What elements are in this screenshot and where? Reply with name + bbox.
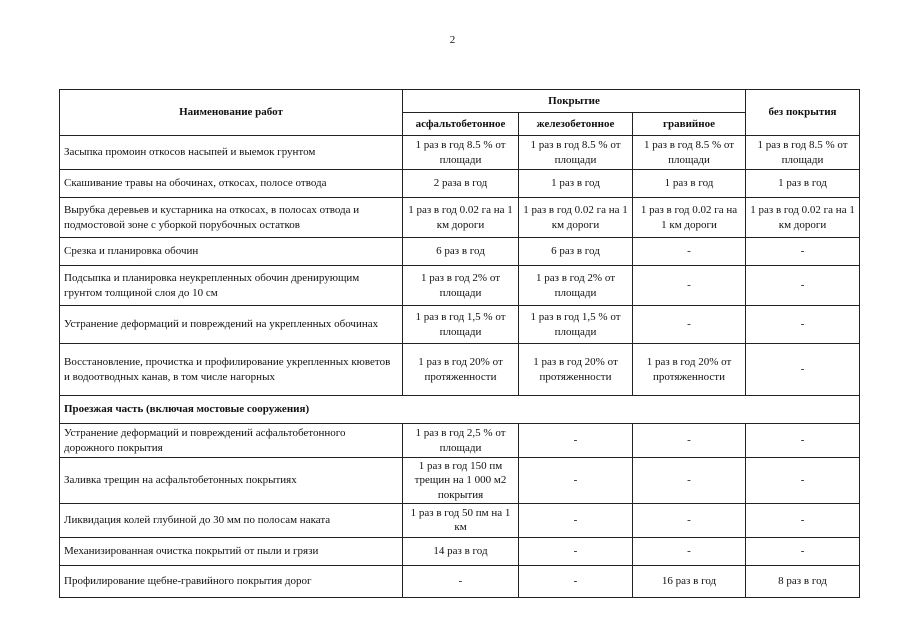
gravel-value: 1 раз в год 8.5 % от площади <box>633 136 746 170</box>
no-cover-value: - <box>746 238 860 266</box>
concrete-value: - <box>519 537 633 565</box>
asphalt-value: 1 раз в год 20% от протяженности <box>403 344 519 396</box>
gravel-value: - <box>633 503 746 537</box>
work-name: Засыпка промоин откосов насыпей и выемок грунтом <box>60 136 403 170</box>
table-row <box>60 458 860 504</box>
concrete-value: 1 раз в год 8.5 % от площади <box>519 136 633 170</box>
no-cover-value: - <box>746 458 860 504</box>
asphalt-value: 2 раза в год <box>403 170 519 198</box>
gravel-value: - <box>633 306 746 344</box>
asphalt-value: 6 раз в год <box>403 238 519 266</box>
table-row <box>60 537 860 565</box>
no-cover-value: 8 раз в год <box>746 565 860 597</box>
header-concrete: железобетонное <box>519 113 633 136</box>
gravel-value: - <box>633 238 746 266</box>
table-row <box>60 170 860 198</box>
gravel-value: 1 раз в год 0.02 га на 1 км дороги <box>633 198 746 238</box>
concrete-value: - <box>519 458 633 504</box>
no-cover-value: 1 раз в год <box>746 170 860 198</box>
concrete-value: - <box>519 424 633 458</box>
gravel-value: 1 раз в год <box>633 170 746 198</box>
concrete-value: - <box>519 565 633 597</box>
gravel-value: - <box>633 424 746 458</box>
concrete-value: 1 раз в год 2% от площади <box>519 266 633 306</box>
asphalt-value: 14 раз в год <box>403 537 519 565</box>
header-works-name: Наименование работ <box>60 90 403 136</box>
gravel-value: 1 раз в год 20% от протяженности <box>633 344 746 396</box>
no-cover-value: - <box>746 537 860 565</box>
concrete-value: 1 раз в год 0.02 га на 1 км дороги <box>519 198 633 238</box>
asphalt-value: - <box>403 565 519 597</box>
asphalt-value: 1 раз в год 0.02 га на 1 км дороги <box>403 198 519 238</box>
works-table <box>59 89 860 598</box>
section-row <box>60 396 860 424</box>
asphalt-value: 1 раз в год 8.5 % от площади <box>403 136 519 170</box>
work-name: Скашивание травы на обочинах, откосах, полосе отвода <box>60 170 403 198</box>
concrete-value: 1 раз в год <box>519 170 633 198</box>
concrete-value: 6 раз в год <box>519 238 633 266</box>
work-name: Срезка и планировка обочин <box>60 238 403 266</box>
gravel-value: 16 раз в год <box>633 565 746 597</box>
table-row <box>60 565 860 597</box>
work-name: Подсыпка и планировка неукрепленных обочин дренирующим грунтом толщиной слоя до 10 см <box>60 266 403 306</box>
concrete-value: - <box>519 503 633 537</box>
asphalt-value: 1 раз в год 2% от площади <box>403 266 519 306</box>
table-row <box>60 344 860 396</box>
header-gravel: гравийное <box>633 113 746 136</box>
page-number: 2 <box>449 34 456 46</box>
no-cover-value: - <box>746 306 860 344</box>
gravel-value: - <box>633 266 746 306</box>
asphalt-value: 1 раз в год 150 пм трещин на 1 000 м2 покрытия <box>403 458 519 504</box>
table-row <box>60 306 860 344</box>
asphalt-value: 1 раз в год 50 пм на 1 км <box>403 503 519 537</box>
no-cover-value: 1 раз в год 0.02 га на 1 км дороги <box>746 198 860 238</box>
work-name: Заливка трещин на асфальтобетонных покрытиях <box>60 458 403 504</box>
table-row <box>60 198 860 238</box>
work-name: Профилирование щебне-гравийного покрытия дорог <box>60 565 403 597</box>
gravel-value: - <box>633 537 746 565</box>
no-cover-value: - <box>746 424 860 458</box>
no-cover-value: - <box>746 266 860 306</box>
table-row <box>60 238 860 266</box>
table-row <box>60 503 860 537</box>
header-coverage: Покрытие <box>403 90 746 113</box>
concrete-value: 1 раз в год 20% от протяженности <box>519 344 633 396</box>
header-no-cover: без покрытия <box>746 90 860 136</box>
work-name: Ликвидация колей глубиной до 30 мм по полосам наката <box>60 503 403 537</box>
gravel-value: - <box>633 458 746 504</box>
work-name: Устранение деформаций и повреждений на укрепленных обочинах <box>60 306 403 344</box>
no-cover-value: 1 раз в год 8.5 % от площади <box>746 136 860 170</box>
table-row <box>60 136 860 170</box>
asphalt-value: 1 раз в год 1,5 % от площади <box>403 306 519 344</box>
work-name: Устранение деформаций и повреждений асфальтобетонного дорожного покрытия <box>60 424 403 458</box>
work-name: Механизированная очистка покрытий от пыли и грязи <box>60 537 403 565</box>
no-cover-value: - <box>746 503 860 537</box>
table-row <box>60 266 860 306</box>
section-title: Проезжая часть (включая мостовые сооружения) <box>60 396 860 424</box>
header-asphalt: асфальтобетонное <box>403 113 519 136</box>
no-cover-value: - <box>746 344 860 396</box>
work-name: Вырубка деревьев и кустарника на откосах, в полосах отвода и подмостовой зоне с уборкой порубочных остатков <box>60 198 403 238</box>
work-name: Восстановление, прочистка и профилирование укрепленных кюветов и водоотводных канав, в том числе нагорных <box>60 344 403 396</box>
table-row <box>60 424 860 458</box>
concrete-value: 1 раз в год 1,5 % от площади <box>519 306 633 344</box>
asphalt-value: 1 раз в год 2,5 % от площади <box>403 424 519 458</box>
